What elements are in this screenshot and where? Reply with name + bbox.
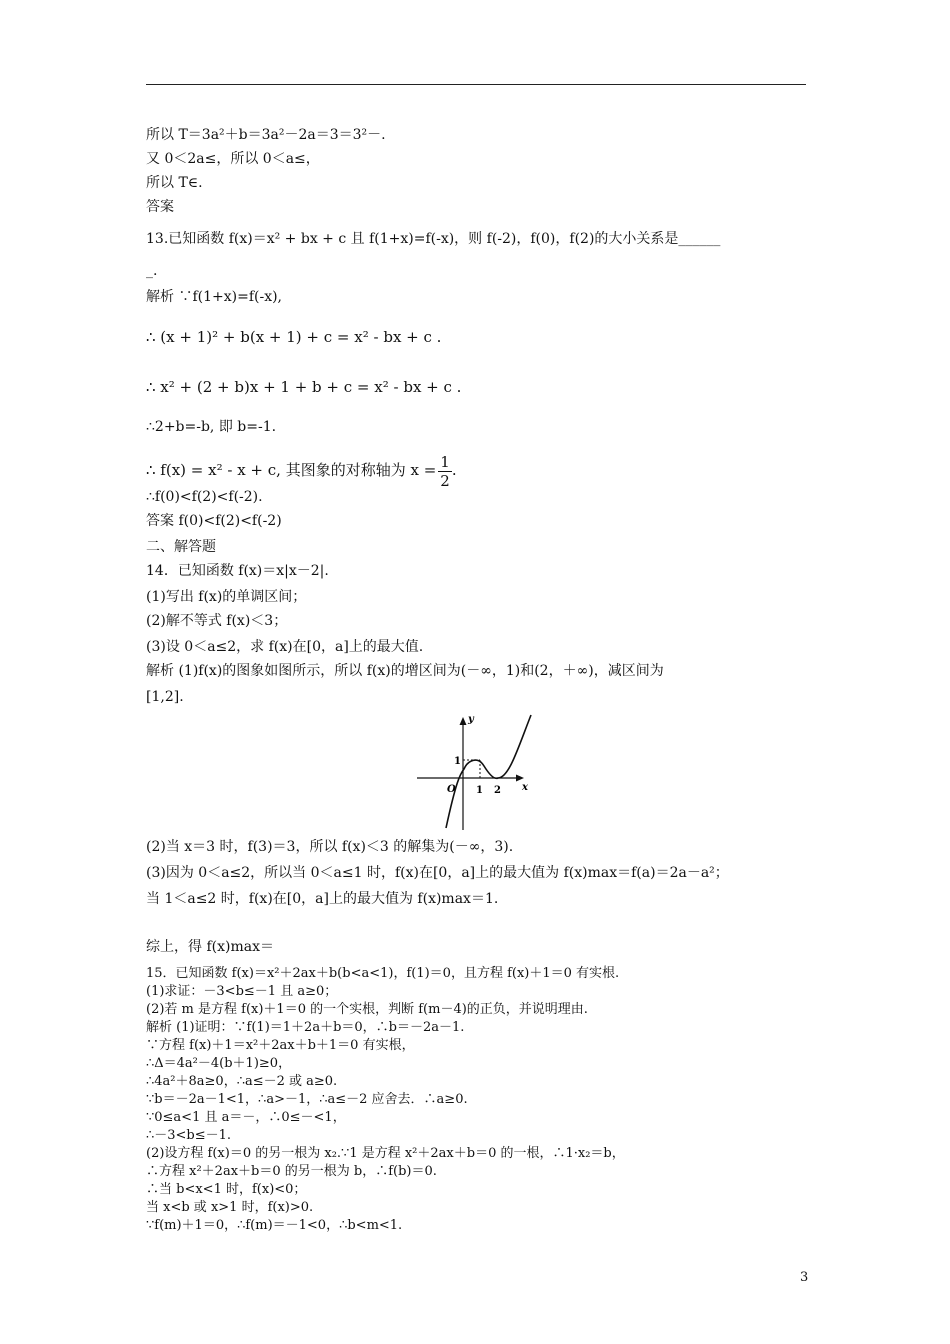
- equation-end: .: [451, 461, 457, 479]
- equation-line: ∴ x² + (2 + b)x + 1 + b + c = x² - bx + c .: [146, 378, 462, 396]
- x-axis-arrow: [516, 775, 524, 782]
- text-line: ∵b＝－2a－1<1，∴a>－1，∴a≤－2 应舍去．∴a≥0.: [146, 1092, 468, 1107]
- text-line: 所以 T＝3a²＋b＝3a²－2a＝3＝3²－.: [146, 127, 386, 143]
- text-line: _.: [146, 263, 158, 279]
- text-line: 解析 (1)f(x)的图象如图所示，所以 f(x)的增区间为(－∞，1)和(2，＋∞)，减区间为: [146, 663, 664, 679]
- section-heading: 二、解答题: [146, 539, 216, 555]
- answer-line: 答案 f(0)<f(2)<f(-2): [146, 513, 282, 529]
- text-line: 解析 (1)证明：∵f(1)＝1＋2a＋b＝0，∴b＝－2a－1.: [146, 1020, 465, 1035]
- equation-line: [146, 448, 457, 492]
- text-line: 又 0＜2a≤，所以 0＜a≤，: [146, 151, 320, 167]
- text-line: ∴2+b=-b, 即 b=-1.: [146, 419, 277, 435]
- fraction-numerator: 1: [440, 452, 450, 471]
- text-line: (2)解不等式 f(x)＜3；: [146, 613, 288, 629]
- question-14: 14．已知函数 f(x)＝x|x－2|.: [146, 563, 329, 579]
- y-label: y: [468, 714, 474, 725]
- curve-f: [446, 715, 531, 828]
- text-line: (1)写出 f(x)的单调区间；: [146, 589, 307, 605]
- x-tick-2: 2: [494, 785, 501, 796]
- answer-label: 答案: [146, 199, 174, 215]
- text-line: 当 1＜a≤2 时，f(x)在[0，a]上的最大值为 f(x)max＝1.: [146, 891, 499, 907]
- text-line: ∴f(0)<f(2)<f(-2).: [146, 489, 263, 505]
- text-line: (3)设 0＜a≤2，求 f(x)在[0，a]上的最大值.: [146, 639, 424, 655]
- text-line: (2)若 m 是方程 f(x)＋1＝0 的一个实根，判断 f(m－4)的正负，并说明理由.: [146, 1002, 588, 1017]
- origin-label: O: [447, 784, 456, 795]
- equation-line: ∴ (x + 1)² + b(x + 1) + c = x² - bx + c .: [146, 328, 442, 346]
- equation-text: ∴ f(x) = x² - x + c, 其图象的对称轴为 x =: [146, 461, 437, 479]
- text-line: (2)设方程 f(x)＝0 的另一根为 x₂.∵1 是方程 x²＋2ax＋b＝0 的一根，∴1·x₂＝b，: [146, 1146, 625, 1161]
- text-line: (3)因为 0＜a≤2，所以当 0＜a≤1 时，f(x)在[0，a]上的最大值为 f(x)max＝f(a)＝2a－a²；: [146, 865, 729, 881]
- text-line: ∴Δ＝4a²－4(b＋1)≥0，: [146, 1056, 292, 1071]
- text-line: ∴－3<b≤－1.: [146, 1128, 232, 1143]
- text-line: (1)求证：－3<b≤－1 且 a≥0；: [146, 984, 338, 999]
- y-tick-1: 1: [454, 756, 461, 767]
- text-line: 解析 ∵f(1+x)=f(-x),: [146, 289, 283, 305]
- question-13: 13.已知函数 f(x)＝x² + bx + c 且 f(1+x)=f(-x)，则 f(-2)，f(0)，f(2)的大小关系是______: [146, 231, 721, 247]
- y-axis-arrow: [460, 717, 467, 725]
- text-line: ∵f(m)＋1＝0，∴f(m)＝－1<0，∴b<m<1.: [146, 1218, 403, 1233]
- text-line: ∴4a²＋8a≥0，∴a≤－2 或 a≥0.: [146, 1074, 338, 1089]
- header-rule: [146, 84, 806, 85]
- text-line: 综上，得 f(x)max＝: [146, 939, 274, 955]
- text-line: 所以 T∈.: [146, 175, 203, 191]
- page-number: 3: [800, 1270, 809, 1285]
- text-line: ∴方程 x²＋2ax＋b＝0 的另一根为 b，∴f(b)＝0.: [146, 1164, 437, 1179]
- function-graph: [414, 712, 532, 832]
- text-line: ∴当 b<x<1 时，f(x)<0；: [146, 1182, 307, 1197]
- fraction-denominator: 2: [440, 471, 450, 490]
- fraction: [438, 453, 452, 490]
- question-15: 15．已知函数 f(x)＝x²＋2ax＋b(b<a<1)，f(1)＝0，且方程 f(x)＋1＝0 有实根.: [146, 966, 620, 981]
- text-line: ∵0≤a<1 且 a＝－，∴0≤－<1，: [146, 1110, 346, 1125]
- x-label: x: [522, 782, 528, 793]
- text-line: (2)当 x＝3 时，f(3)＝3，所以 f(x)＜3 的解集为(－∞，3).: [146, 839, 514, 855]
- text-line: 当 x<b 或 x>1 时，f(x)>0.: [146, 1200, 314, 1215]
- text-line: [1,2].: [146, 689, 184, 705]
- x-tick-1: 1: [476, 785, 483, 796]
- text-line: ∵方程 f(x)＋1＝x²＋2ax＋b＋1＝0 有实根，: [146, 1038, 415, 1053]
